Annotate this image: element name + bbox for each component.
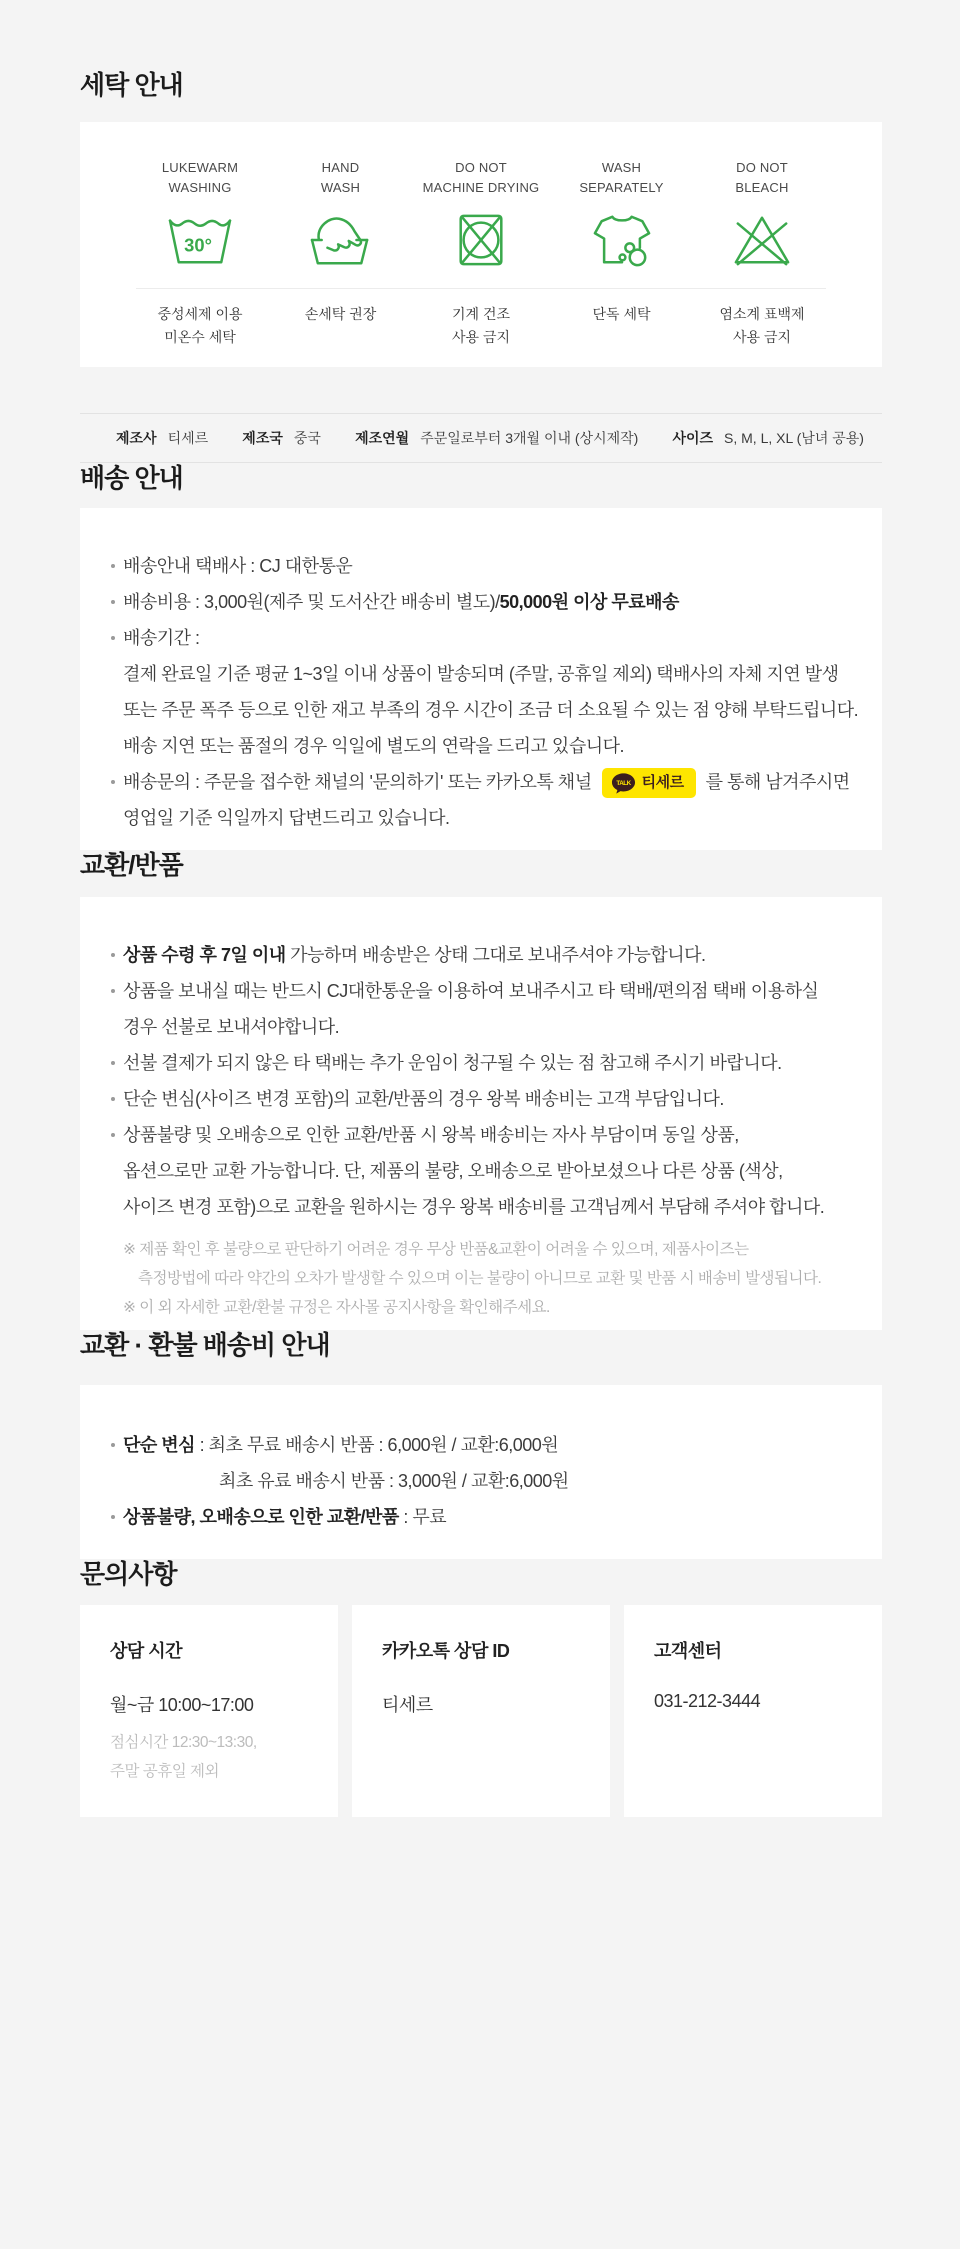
wash-care-en-label: [692, 158, 832, 198]
text-segment: 단순 변심(사이즈 변경 포함)의 교환/반품의 경우 왕복 배송비는 고객 부담입니다.: [123, 1089, 724, 1109]
product-info-label: 사이즈: [672, 430, 714, 446]
wash-care-en-line: WASH: [320, 180, 361, 195]
bullet-line: [111, 584, 851, 620]
text-segment: 최초 유료 배송시 반품 : 3,000원 / 교환:6,000원: [219, 1471, 569, 1491]
wash-care-en-line: LUKEWARM: [161, 160, 239, 175]
product-info-value: 티세르: [167, 430, 209, 446]
no-machine-dry-icon: [411, 210, 551, 270]
wash-care-en-label: [130, 158, 270, 198]
wash-care-ko-line: 사용 금지: [452, 329, 510, 345]
text-line: [111, 656, 851, 692]
wash-care-en-line: SEPARATELY: [579, 180, 664, 195]
contact-card-value: 티세르: [382, 1695, 433, 1715]
wash-care-ko-label: [411, 303, 551, 349]
refund-fee-card: [80, 1385, 882, 1559]
wash-care-ko-label: [552, 303, 692, 349]
wash-care-en-line: HAND: [321, 160, 360, 175]
text-segment: 가능하며 배송받은 상태 그대로 보내주셔야 가능합니다.: [285, 945, 706, 965]
wash-care-en-line: DO NOT: [455, 160, 507, 175]
text-line: [111, 1189, 851, 1225]
text-segment: 배송기간 :: [123, 628, 200, 648]
exchange-info-card: [80, 897, 882, 1330]
bullet-line: [111, 548, 851, 584]
product-info-row: [80, 413, 882, 463]
text-segment: 사이즈 변경 포함)으로 교환을 원하시는 경우 왕복 배송비를 고객님께서 부담해 주셔야 합니다.: [123, 1197, 825, 1217]
contact-card-note-line: 주말 공휴일 제외: [110, 1763, 219, 1780]
product-info-field: [116, 428, 208, 448]
wash-care-item: [692, 158, 832, 270]
note-line: [111, 1264, 851, 1293]
product-info-value: 주문일로부터 3개월 이내 (상시제작): [420, 430, 639, 446]
text-segment: 배송비용 : 3,000원(제주 및 도서산간 배송비 별도)/: [123, 592, 500, 612]
text-segment: 단순 변심: [123, 1435, 196, 1455]
wash-care-item: [411, 158, 551, 270]
bullet-line: [111, 1117, 851, 1153]
wash-icons-row: [130, 158, 832, 270]
text-segment: 를 통해 남겨주시면: [705, 772, 850, 792]
text-segment: 상품불량 및 오배송으로 인한 교환/반품 시 왕복 배송비는 자사 부담이며 동일 상품,: [123, 1125, 739, 1145]
text-line: [111, 1463, 851, 1499]
text-line: [111, 1153, 851, 1189]
text-segment: ※ 제품 확인 후 불량으로 판단하기 어려운 경우 무상 반품&교환이 어려울 수 있으며, 제품사이즈는: [123, 1241, 749, 1258]
bullet-line: [111, 1499, 851, 1535]
wash-care-item: [130, 158, 270, 270]
text-segment: 영업일 기준 익일까지 답변드리고 있습니다.: [123, 808, 450, 828]
no-bleach-icon: [692, 210, 832, 270]
wash-care-item: [552, 158, 692, 270]
wash-care-en-line: MACHINE DRYING: [422, 180, 540, 195]
shipping-section: [80, 463, 882, 850]
text-segment: ※ 이 외 자세한 교환/환불 규정은 자사몰 공지사항을 확인해주세요.: [123, 1299, 550, 1316]
wash-care-ko-line: 손세탁 권장: [304, 306, 377, 322]
bullet-line: [111, 764, 851, 800]
text-segment: 배송문의 : 주문을 접수한 채널의 '문의하기' 또는 카카오톡 채널: [123, 772, 592, 792]
wash-care-item: [271, 158, 411, 270]
text-segment: 상품을 보내실 때는 반드시 CJ대한통운을 이용하여 보내주시고 타 택배/편의점 택배 이용하실: [123, 981, 819, 1001]
contact-card-notes: [110, 1728, 322, 1786]
product-info-field: [672, 428, 864, 448]
text-segment: 결제 완료일 기준 평균 1~3일 이내 상품이 발송되며 (주말, 공휴일 제외) 택배사의 자체 지연 발생: [123, 664, 839, 684]
product-info-label: 제조국: [242, 430, 283, 446]
contact-card-value: 월~금 10:00~17:00: [110, 1695, 254, 1715]
wash-care-en-line: DO NOT: [736, 160, 788, 175]
wash-care-en-label: [411, 158, 551, 198]
bullet-line: [111, 937, 851, 973]
wash-labels-row: [130, 303, 832, 349]
wash-30-icon: [130, 210, 270, 270]
text-segment: 선불 결제가 되지 않은 타 택배는 추가 운임이 청구될 수 있는 점 참고해 주시기 바랍니다.: [123, 1053, 782, 1073]
wash-care-ko-line: 단독 세탁: [592, 306, 651, 322]
svg-text:30°: 30°: [184, 234, 212, 256]
wash-care-ko-line: 미온수 세탁: [164, 329, 236, 345]
wash-care-section: [80, 70, 882, 367]
exchange-return-section: [80, 850, 882, 1330]
contact-card: [80, 1605, 338, 1817]
product-info-field: [355, 428, 638, 448]
kakao-badge-label: 티세르: [641, 774, 684, 792]
wash-card-divider: [136, 288, 826, 289]
exchange-notes: [111, 1235, 851, 1322]
text-segment: 측정방법에 따라 약간의 오차가 발생할 수 있으며 이는 불량이 아니므로 교환 및 반품 시 배송비 발생됩니다.: [138, 1270, 822, 1287]
contact-card-value: 031-212-3444: [654, 1691, 761, 1711]
bullet-line: [111, 1081, 851, 1117]
text-line: [111, 800, 851, 836]
note-line: [111, 1293, 851, 1322]
contact-card-title: 상담 시간: [110, 1641, 183, 1661]
wash-separately-icon: [552, 210, 692, 270]
wash-care-ko-line: 중성세제 이용: [157, 306, 243, 322]
wash-care-en-line: WASHING: [168, 180, 232, 195]
contact-card-note-line: 점심시간 12:30~13:30,: [110, 1734, 257, 1751]
refund-fee-section: [80, 1330, 882, 1559]
product-info-value: 중국: [293, 430, 321, 446]
note-line: [111, 1235, 851, 1264]
shipping-info-card: [80, 508, 882, 850]
wash-care-ko-line: 기계 건조: [452, 306, 510, 322]
wash-care-ko-line: 사용 금지: [733, 329, 791, 345]
exchange-section-title: 교환/반품: [80, 850, 183, 880]
wash-care-en-label: [552, 158, 692, 198]
wash-care-ko-label: [130, 303, 270, 349]
contact-section-title: 문의사항: [80, 1559, 177, 1589]
product-info-field: [242, 428, 321, 448]
text-line: [111, 1009, 851, 1045]
bullet-line: [111, 1427, 851, 1463]
contact-cards-row: [80, 1605, 882, 1817]
product-info-label: 제조연월: [355, 430, 410, 446]
contact-card-title: 카카오톡 상담 ID: [382, 1641, 510, 1661]
kakaotalk-bubble-icon: [611, 771, 636, 795]
text-segment: : 최초 무료 배송시 반품 : 6,000원 / 교환:6,000원: [195, 1435, 559, 1455]
text-segment: 또는 주문 폭주 등으로 인한 재고 부족의 경우 시간이 조금 더 소요될 수 있는 점 양해 부탁드립니다.: [123, 700, 859, 720]
hand-wash-icon: [271, 210, 411, 270]
contact-card: [352, 1605, 610, 1817]
svg-text:TALK: TALK: [615, 780, 631, 788]
product-info-label: 제조사: [116, 430, 157, 446]
text-segment: 50,000원 이상 무료배송: [499, 592, 679, 612]
text-segment: 상품불량, 오배송으로 인한 교환/반품: [123, 1507, 399, 1527]
text-segment: 배송안내 택배사 : CJ 대한통운: [123, 556, 353, 576]
contact-section: [80, 1559, 882, 1817]
text-segment: : 무료: [398, 1507, 447, 1527]
wash-care-en-line: BLEACH: [735, 180, 789, 195]
wash-care-en-label: [271, 158, 411, 198]
contact-card-title: 고객센터: [654, 1641, 722, 1661]
contact-card: [624, 1605, 882, 1817]
shipping-section-title: 배송 안내: [80, 463, 183, 493]
text-segment: 옵션으로만 교환 가능합니다. 단, 제품의 불량, 오배송으로 받아보셨으나 다른 상품 (색상,: [123, 1161, 783, 1181]
text-segment: 상품 수령 후 7일 이내: [123, 945, 286, 965]
product-info-value: S, M, L, XL (남녀 공용): [724, 430, 864, 446]
kakao-channel-badge[interactable]: [602, 768, 696, 798]
wash-care-card: [80, 122, 882, 367]
bullet-line: [111, 1045, 851, 1081]
refund-fee-section-title: 교환 · 환불 배송비 안내: [80, 1330, 330, 1360]
text-line: [111, 728, 851, 764]
wash-care-ko-label: [692, 303, 832, 349]
text-line: [111, 692, 859, 728]
bullet-line: [111, 620, 851, 656]
wash-section-title: 세탁 안내: [80, 70, 183, 100]
text-segment: 배송 지연 또는 품절의 경우 익일에 별도의 연락을 드리고 있습니다.: [123, 736, 624, 756]
wash-care-ko-label: [271, 303, 411, 349]
wash-care-en-line: WASH: [601, 160, 642, 175]
content-column: [80, 0, 882, 1817]
text-segment: 경우 선불로 보내셔야합니다.: [123, 1017, 340, 1037]
wash-care-ko-line: 염소계 표백제: [719, 306, 805, 322]
bullet-line: [111, 973, 851, 1009]
